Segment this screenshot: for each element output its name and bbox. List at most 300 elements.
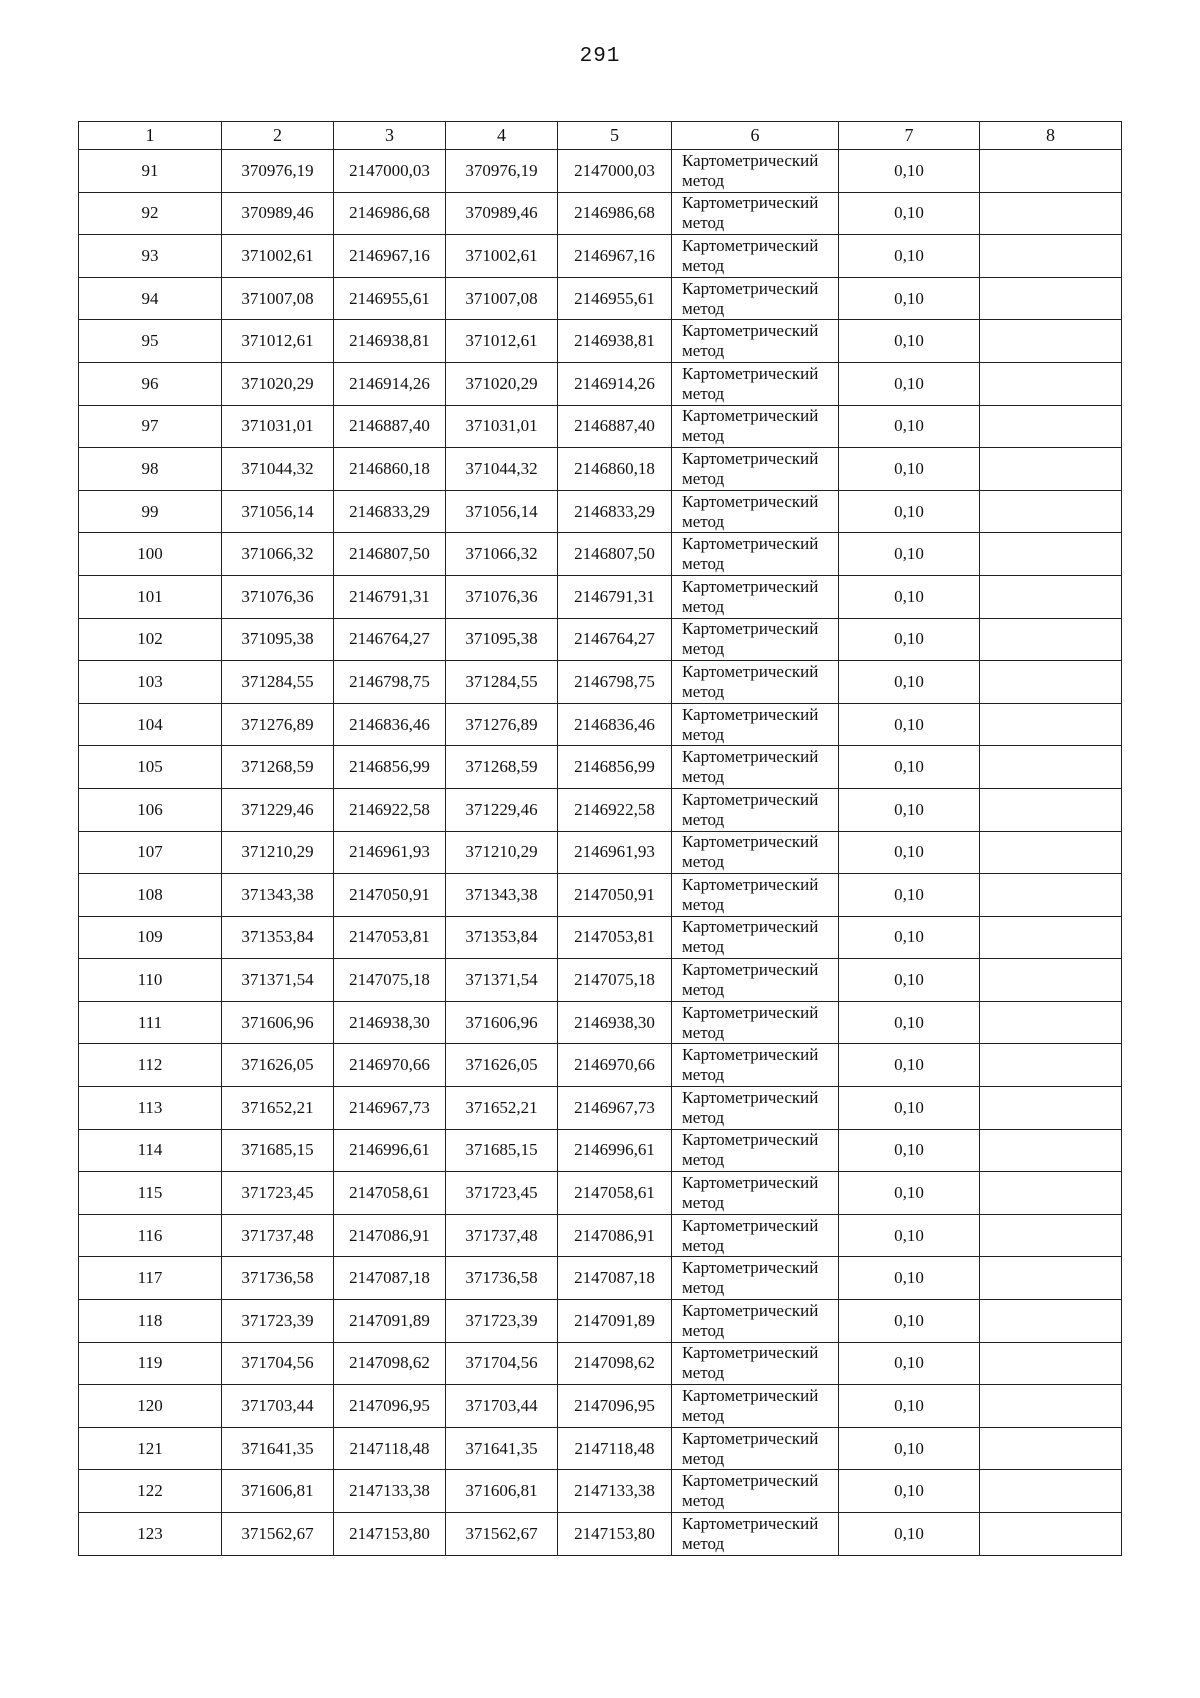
y-coordinate-cell: 2147098,62 bbox=[558, 1342, 672, 1385]
x-coordinate-cell: 371737,48 bbox=[446, 1214, 558, 1257]
method-line: Картометрический bbox=[682, 1471, 819, 1491]
y-coordinate-cell: 2146996,61 bbox=[334, 1129, 446, 1172]
note-cell bbox=[980, 448, 1122, 491]
y-coordinate-cell: 2147086,91 bbox=[558, 1214, 672, 1257]
y-coordinate-cell: 2146860,18 bbox=[334, 448, 446, 491]
x-coordinate-cell: 371229,46 bbox=[222, 788, 334, 831]
point-number-cell: 103 bbox=[79, 661, 222, 704]
method-line: Картометрический bbox=[682, 1045, 819, 1065]
table-row bbox=[79, 1257, 1122, 1300]
table-row bbox=[79, 1385, 1122, 1428]
y-coordinate-cell: 2147050,91 bbox=[334, 874, 446, 917]
table-row bbox=[79, 405, 1122, 448]
y-coordinate-cell: 2146970,66 bbox=[558, 1044, 672, 1087]
note-cell bbox=[980, 277, 1122, 320]
table-row bbox=[79, 618, 1122, 661]
note-cell bbox=[980, 575, 1122, 618]
note-cell bbox=[980, 874, 1122, 917]
method-line: метод bbox=[682, 596, 725, 616]
table-row bbox=[79, 235, 1122, 278]
table-row bbox=[79, 746, 1122, 789]
method-line: метод bbox=[682, 511, 725, 531]
x-coordinate-cell: 371353,84 bbox=[446, 916, 558, 959]
x-coordinate-cell: 371012,61 bbox=[222, 320, 334, 363]
method-cell bbox=[672, 277, 839, 320]
y-coordinate-cell: 2147087,18 bbox=[334, 1257, 446, 1300]
accuracy-cell: 0,10 bbox=[839, 831, 980, 874]
note-cell bbox=[980, 1342, 1122, 1385]
y-coordinate-cell: 2146986,68 bbox=[558, 192, 672, 235]
table-row bbox=[79, 320, 1122, 363]
x-coordinate-cell: 371343,38 bbox=[446, 874, 558, 917]
note-cell bbox=[980, 1300, 1122, 1343]
method-line: Картометрический bbox=[682, 1258, 819, 1278]
method-line: метод bbox=[682, 1150, 725, 1170]
method-line: метод bbox=[682, 426, 725, 446]
method-line: Картометрический bbox=[682, 150, 819, 170]
point-number-cell: 91 bbox=[79, 150, 222, 193]
method-line: метод bbox=[682, 852, 725, 872]
coordinates-table bbox=[78, 121, 1122, 1556]
point-number-cell: 97 bbox=[79, 405, 222, 448]
note-cell bbox=[980, 916, 1122, 959]
method-cell bbox=[672, 1172, 839, 1215]
header-cell: 5 bbox=[558, 122, 672, 150]
point-number-cell: 116 bbox=[79, 1214, 222, 1257]
point-number-cell: 117 bbox=[79, 1257, 222, 1300]
method-cell bbox=[672, 1087, 839, 1130]
x-coordinate-cell: 371276,89 bbox=[446, 703, 558, 746]
method-line: метод bbox=[682, 213, 725, 233]
x-coordinate-cell: 371276,89 bbox=[222, 703, 334, 746]
x-coordinate-cell: 371723,45 bbox=[446, 1172, 558, 1215]
x-coordinate-cell: 371371,54 bbox=[446, 959, 558, 1002]
accuracy-cell: 0,10 bbox=[839, 1129, 980, 1172]
table-header-row bbox=[79, 122, 1122, 150]
y-coordinate-cell: 2146833,29 bbox=[334, 490, 446, 533]
note-cell bbox=[980, 1172, 1122, 1215]
accuracy-cell: 0,10 bbox=[839, 1172, 980, 1215]
method-cell bbox=[672, 235, 839, 278]
x-coordinate-cell: 371343,38 bbox=[222, 874, 334, 917]
note-cell bbox=[980, 320, 1122, 363]
method-line: метод bbox=[682, 894, 725, 914]
x-coordinate-cell: 371685,15 bbox=[446, 1129, 558, 1172]
header-cell: 7 bbox=[839, 122, 980, 150]
y-coordinate-cell: 2147053,81 bbox=[558, 916, 672, 959]
method-line: Картометрический bbox=[682, 448, 819, 468]
accuracy-cell: 0,10 bbox=[839, 1257, 980, 1300]
method-cell bbox=[672, 1513, 839, 1556]
table-row bbox=[79, 703, 1122, 746]
table-row bbox=[79, 1087, 1122, 1130]
note-cell bbox=[980, 533, 1122, 576]
point-number-cell: 119 bbox=[79, 1342, 222, 1385]
point-number-cell: 95 bbox=[79, 320, 222, 363]
point-number-cell: 94 bbox=[79, 277, 222, 320]
accuracy-cell: 0,10 bbox=[839, 533, 980, 576]
x-coordinate-cell: 371723,45 bbox=[222, 1172, 334, 1215]
method-cell bbox=[672, 1385, 839, 1428]
x-coordinate-cell: 371044,32 bbox=[222, 448, 334, 491]
method-line: Картометрический bbox=[682, 278, 819, 298]
y-coordinate-cell: 2146807,50 bbox=[558, 533, 672, 576]
point-number-cell: 92 bbox=[79, 192, 222, 235]
x-coordinate-cell: 371606,96 bbox=[222, 1001, 334, 1044]
note-cell bbox=[980, 618, 1122, 661]
y-coordinate-cell: 2146833,29 bbox=[558, 490, 672, 533]
table-row bbox=[79, 788, 1122, 831]
method-cell bbox=[672, 661, 839, 704]
point-number-cell: 102 bbox=[79, 618, 222, 661]
method-line: Картометрический bbox=[682, 1513, 819, 1533]
table-row bbox=[79, 1342, 1122, 1385]
method-line: метод bbox=[682, 639, 725, 659]
point-number-cell: 93 bbox=[79, 235, 222, 278]
y-coordinate-cell: 2146836,46 bbox=[558, 703, 672, 746]
method-line: Картометрический bbox=[682, 661, 819, 681]
method-line: метод bbox=[682, 809, 725, 829]
method-line: Картометрический bbox=[682, 1386, 819, 1406]
x-coordinate-cell: 371012,61 bbox=[446, 320, 558, 363]
method-line: метод bbox=[682, 681, 725, 701]
method-line: метод bbox=[682, 341, 725, 361]
x-coordinate-cell: 371095,38 bbox=[222, 618, 334, 661]
y-coordinate-cell: 2146967,16 bbox=[334, 235, 446, 278]
point-number-cell: 105 bbox=[79, 746, 222, 789]
y-coordinate-cell: 2146938,81 bbox=[558, 320, 672, 363]
point-number-cell: 100 bbox=[79, 533, 222, 576]
accuracy-cell: 0,10 bbox=[839, 746, 980, 789]
method-line: метод bbox=[682, 1107, 725, 1127]
header-cell: 6 bbox=[672, 122, 839, 150]
table-row bbox=[79, 661, 1122, 704]
point-number-cell: 120 bbox=[79, 1385, 222, 1428]
x-coordinate-cell: 371268,59 bbox=[222, 746, 334, 789]
y-coordinate-cell: 2147075,18 bbox=[334, 959, 446, 1002]
y-coordinate-cell: 2147058,61 bbox=[558, 1172, 672, 1215]
method-cell bbox=[672, 150, 839, 193]
point-number-cell: 104 bbox=[79, 703, 222, 746]
y-coordinate-cell: 2147133,38 bbox=[558, 1470, 672, 1513]
method-cell bbox=[672, 1427, 839, 1470]
method-line: Картометрический bbox=[682, 619, 819, 639]
method-line: Картометрический bbox=[682, 874, 819, 894]
note-cell bbox=[980, 405, 1122, 448]
accuracy-cell: 0,10 bbox=[839, 1427, 980, 1470]
table-body bbox=[79, 150, 1122, 1556]
y-coordinate-cell: 2146961,93 bbox=[334, 831, 446, 874]
x-coordinate-cell: 371031,01 bbox=[446, 405, 558, 448]
x-coordinate-cell: 371095,38 bbox=[446, 618, 558, 661]
method-line: Картометрический bbox=[682, 704, 819, 724]
method-line: Картометрический bbox=[682, 1130, 819, 1150]
accuracy-cell: 0,10 bbox=[839, 1044, 980, 1087]
method-line: метод bbox=[682, 554, 725, 574]
x-coordinate-cell: 371723,39 bbox=[222, 1300, 334, 1343]
x-coordinate-cell: 371229,46 bbox=[446, 788, 558, 831]
method-line: метод bbox=[682, 1065, 725, 1085]
note-cell bbox=[980, 235, 1122, 278]
x-coordinate-cell: 371353,84 bbox=[222, 916, 334, 959]
method-line: Картометрический bbox=[682, 1343, 819, 1363]
accuracy-cell: 0,10 bbox=[839, 490, 980, 533]
y-coordinate-cell: 2146914,26 bbox=[334, 362, 446, 405]
x-coordinate-cell: 371284,55 bbox=[446, 661, 558, 704]
x-coordinate-cell: 371626,05 bbox=[446, 1044, 558, 1087]
point-number-cell: 110 bbox=[79, 959, 222, 1002]
y-coordinate-cell: 2146922,58 bbox=[334, 788, 446, 831]
x-coordinate-cell: 371606,96 bbox=[446, 1001, 558, 1044]
note-cell bbox=[980, 1513, 1122, 1556]
accuracy-cell: 0,10 bbox=[839, 618, 980, 661]
y-coordinate-cell: 2146938,30 bbox=[558, 1001, 672, 1044]
x-coordinate-cell: 371056,14 bbox=[222, 490, 334, 533]
y-coordinate-cell: 2147000,03 bbox=[334, 150, 446, 193]
point-number-cell: 115 bbox=[79, 1172, 222, 1215]
y-coordinate-cell: 2146887,40 bbox=[558, 405, 672, 448]
method-line: метод bbox=[682, 298, 725, 318]
y-coordinate-cell: 2146887,40 bbox=[334, 405, 446, 448]
y-coordinate-cell: 2146967,73 bbox=[558, 1087, 672, 1130]
method-line: метод bbox=[682, 767, 725, 787]
header-cell: 3 bbox=[334, 122, 446, 150]
y-coordinate-cell: 2147133,38 bbox=[334, 1470, 446, 1513]
method-line: метод bbox=[682, 1022, 725, 1042]
method-line: Картометрический bbox=[682, 1002, 819, 1022]
table-row bbox=[79, 1001, 1122, 1044]
accuracy-cell: 0,10 bbox=[839, 1513, 980, 1556]
method-line: Картометрический bbox=[682, 747, 819, 767]
y-coordinate-cell: 2146856,99 bbox=[558, 746, 672, 789]
x-coordinate-cell: 371703,44 bbox=[446, 1385, 558, 1428]
method-line: метод bbox=[682, 1533, 725, 1553]
method-cell bbox=[672, 1257, 839, 1300]
point-number-cell: 122 bbox=[79, 1470, 222, 1513]
y-coordinate-cell: 2146922,58 bbox=[558, 788, 672, 831]
header-cell: 4 bbox=[446, 122, 558, 150]
x-coordinate-cell: 371652,21 bbox=[222, 1087, 334, 1130]
header-cell: 1 bbox=[79, 122, 222, 150]
accuracy-cell: 0,10 bbox=[839, 1470, 980, 1513]
y-coordinate-cell: 2146967,73 bbox=[334, 1087, 446, 1130]
table-row bbox=[79, 448, 1122, 491]
x-coordinate-cell: 371007,08 bbox=[222, 277, 334, 320]
x-coordinate-cell: 371020,29 bbox=[446, 362, 558, 405]
method-line: метод bbox=[682, 1320, 725, 1340]
y-coordinate-cell: 2147118,48 bbox=[558, 1427, 672, 1470]
x-coordinate-cell: 371056,14 bbox=[446, 490, 558, 533]
accuracy-cell: 0,10 bbox=[839, 959, 980, 1002]
accuracy-cell: 0,10 bbox=[839, 575, 980, 618]
accuracy-cell: 0,10 bbox=[839, 448, 980, 491]
x-coordinate-cell: 370989,46 bbox=[446, 192, 558, 235]
accuracy-cell: 0,10 bbox=[839, 916, 980, 959]
accuracy-cell: 0,10 bbox=[839, 1342, 980, 1385]
note-cell bbox=[980, 959, 1122, 1002]
accuracy-cell: 0,10 bbox=[839, 1300, 980, 1343]
method-cell bbox=[672, 1342, 839, 1385]
note-cell bbox=[980, 1001, 1122, 1044]
point-number-cell: 121 bbox=[79, 1427, 222, 1470]
note-cell bbox=[980, 1427, 1122, 1470]
table-row bbox=[79, 1172, 1122, 1215]
x-coordinate-cell: 371284,55 bbox=[222, 661, 334, 704]
point-number-cell: 99 bbox=[79, 490, 222, 533]
accuracy-cell: 0,10 bbox=[839, 874, 980, 917]
table-row bbox=[79, 831, 1122, 874]
table-row bbox=[79, 575, 1122, 618]
method-cell bbox=[672, 916, 839, 959]
x-coordinate-cell: 371002,61 bbox=[446, 235, 558, 278]
table-row bbox=[79, 150, 1122, 193]
point-number-cell: 112 bbox=[79, 1044, 222, 1087]
table-row bbox=[79, 1427, 1122, 1470]
accuracy-cell: 0,10 bbox=[839, 405, 980, 448]
y-coordinate-cell: 2146798,75 bbox=[558, 661, 672, 704]
x-coordinate-cell: 370976,19 bbox=[446, 150, 558, 193]
y-coordinate-cell: 2146836,46 bbox=[334, 703, 446, 746]
note-cell bbox=[980, 362, 1122, 405]
method-line: Картометрический bbox=[682, 534, 819, 554]
page-number: 291 bbox=[579, 45, 621, 68]
method-line: Картометрический bbox=[682, 1428, 819, 1448]
x-coordinate-cell: 371268,59 bbox=[446, 746, 558, 789]
method-cell bbox=[672, 959, 839, 1002]
note-cell bbox=[980, 1129, 1122, 1172]
method-line: метод bbox=[682, 1363, 725, 1383]
x-coordinate-cell: 371704,56 bbox=[446, 1342, 558, 1385]
x-coordinate-cell: 371641,35 bbox=[222, 1427, 334, 1470]
header-cell: 2 bbox=[222, 122, 334, 150]
note-cell bbox=[980, 788, 1122, 831]
method-line: метод bbox=[682, 468, 725, 488]
table-row bbox=[79, 1300, 1122, 1343]
y-coordinate-cell: 2146860,18 bbox=[558, 448, 672, 491]
point-number-cell: 111 bbox=[79, 1001, 222, 1044]
x-coordinate-cell: 371210,29 bbox=[222, 831, 334, 874]
note-cell bbox=[980, 1087, 1122, 1130]
accuracy-cell: 0,10 bbox=[839, 235, 980, 278]
method-cell bbox=[672, 192, 839, 235]
note-cell bbox=[980, 1214, 1122, 1257]
method-line: метод bbox=[682, 724, 725, 744]
method-line: Картометрический bbox=[682, 491, 819, 511]
x-coordinate-cell: 371562,67 bbox=[222, 1513, 334, 1556]
x-coordinate-cell: 371210,29 bbox=[446, 831, 558, 874]
y-coordinate-cell: 2146764,27 bbox=[334, 618, 446, 661]
table-row bbox=[79, 1470, 1122, 1513]
note-cell bbox=[980, 831, 1122, 874]
point-number-cell: 98 bbox=[79, 448, 222, 491]
method-line: Картометрический bbox=[682, 1300, 819, 1320]
y-coordinate-cell: 2146856,99 bbox=[334, 746, 446, 789]
point-number-cell: 101 bbox=[79, 575, 222, 618]
accuracy-cell: 0,10 bbox=[839, 703, 980, 746]
y-coordinate-cell: 2146938,30 bbox=[334, 1001, 446, 1044]
method-line: Картометрический bbox=[682, 789, 819, 809]
x-coordinate-cell: 371723,39 bbox=[446, 1300, 558, 1343]
y-coordinate-cell: 2147000,03 bbox=[558, 150, 672, 193]
point-number-cell: 96 bbox=[79, 362, 222, 405]
x-coordinate-cell: 370976,19 bbox=[222, 150, 334, 193]
method-line: метод bbox=[682, 170, 725, 190]
x-coordinate-cell: 371066,32 bbox=[446, 533, 558, 576]
method-line: Картометрический bbox=[682, 917, 819, 937]
method-cell bbox=[672, 1214, 839, 1257]
method-cell bbox=[672, 1001, 839, 1044]
y-coordinate-cell: 2146986,68 bbox=[334, 192, 446, 235]
x-coordinate-cell: 371703,44 bbox=[222, 1385, 334, 1428]
accuracy-cell: 0,10 bbox=[839, 1385, 980, 1428]
table-row bbox=[79, 959, 1122, 1002]
method-line: Картометрический bbox=[682, 832, 819, 852]
method-line: метод bbox=[682, 255, 725, 275]
x-coordinate-cell: 371371,54 bbox=[222, 959, 334, 1002]
note-cell bbox=[980, 1470, 1122, 1513]
note-cell bbox=[980, 661, 1122, 704]
method-line: метод bbox=[682, 937, 725, 957]
table-row bbox=[79, 916, 1122, 959]
note-cell bbox=[980, 490, 1122, 533]
note-cell bbox=[980, 150, 1122, 193]
y-coordinate-cell: 2147153,80 bbox=[558, 1513, 672, 1556]
x-coordinate-cell: 371066,32 bbox=[222, 533, 334, 576]
x-coordinate-cell: 371562,67 bbox=[446, 1513, 558, 1556]
x-coordinate-cell: 371020,29 bbox=[222, 362, 334, 405]
y-coordinate-cell: 2146967,16 bbox=[558, 235, 672, 278]
method-line: Картометрический bbox=[682, 1087, 819, 1107]
y-coordinate-cell: 2146791,31 bbox=[334, 575, 446, 618]
table-row bbox=[79, 192, 1122, 235]
x-coordinate-cell: 371076,36 bbox=[222, 575, 334, 618]
x-coordinate-cell: 371737,48 bbox=[222, 1214, 334, 1257]
y-coordinate-cell: 2146938,81 bbox=[334, 320, 446, 363]
method-line: Картометрический bbox=[682, 960, 819, 980]
y-coordinate-cell: 2147091,89 bbox=[334, 1300, 446, 1343]
method-line: Картометрический bbox=[682, 406, 819, 426]
accuracy-cell: 0,10 bbox=[839, 1087, 980, 1130]
x-coordinate-cell: 371606,81 bbox=[222, 1470, 334, 1513]
accuracy-cell: 0,10 bbox=[839, 192, 980, 235]
x-coordinate-cell: 371626,05 bbox=[222, 1044, 334, 1087]
method-cell bbox=[672, 874, 839, 917]
method-cell bbox=[672, 320, 839, 363]
table-row bbox=[79, 874, 1122, 917]
x-coordinate-cell: 371002,61 bbox=[222, 235, 334, 278]
method-line: Картометрический bbox=[682, 235, 819, 255]
x-coordinate-cell: 371031,01 bbox=[222, 405, 334, 448]
method-cell bbox=[672, 362, 839, 405]
method-line: метод bbox=[682, 980, 725, 1000]
y-coordinate-cell: 2146914,26 bbox=[558, 362, 672, 405]
method-cell bbox=[672, 490, 839, 533]
y-coordinate-cell: 2147075,18 bbox=[558, 959, 672, 1002]
y-coordinate-cell: 2147118,48 bbox=[334, 1427, 446, 1470]
table-row bbox=[79, 1214, 1122, 1257]
method-line: метод bbox=[682, 383, 725, 403]
method-cell bbox=[672, 618, 839, 661]
y-coordinate-cell: 2146807,50 bbox=[334, 533, 446, 576]
x-coordinate-cell: 371044,32 bbox=[446, 448, 558, 491]
accuracy-cell: 0,10 bbox=[839, 1001, 980, 1044]
y-coordinate-cell: 2146970,66 bbox=[334, 1044, 446, 1087]
method-cell bbox=[672, 831, 839, 874]
method-cell bbox=[672, 448, 839, 491]
method-cell bbox=[672, 1300, 839, 1343]
y-coordinate-cell: 2146764,27 bbox=[558, 618, 672, 661]
header-cell: 8 bbox=[980, 122, 1122, 150]
